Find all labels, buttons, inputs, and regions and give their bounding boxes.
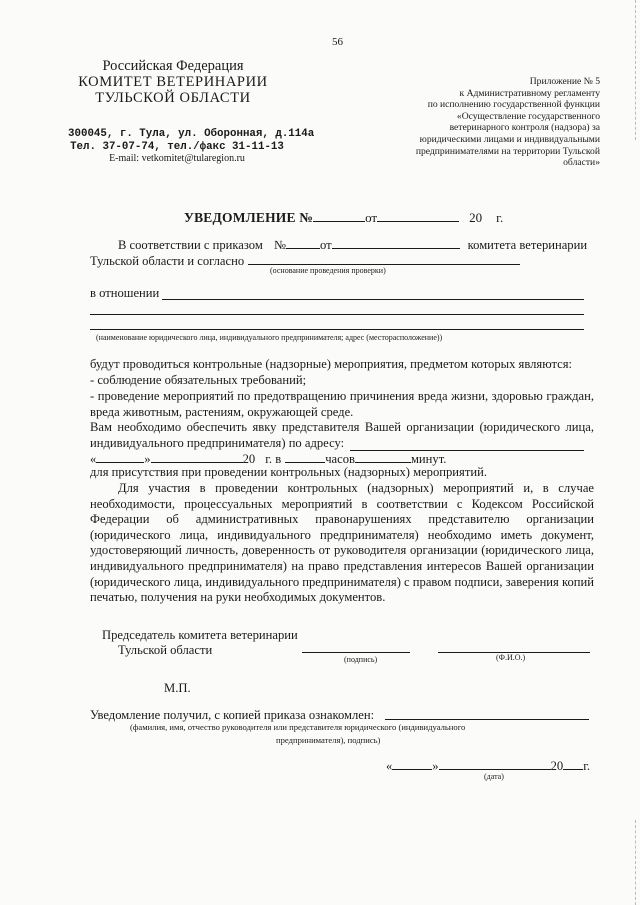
appearance-year-label: 20 [242,452,256,466]
body-paragraph: - соблюдение обязательных требований; [90,373,307,387]
page-number: 56 [332,36,343,48]
signature-field[interactable] [302,652,410,653]
appendix-line: по исполнению государственной функции [427,99,600,111]
committee-text: комитета ветеринарии [467,238,588,252]
order-date-field[interactable] [332,236,460,249]
appendix-note [360,76,600,169]
notice-year-suffix: г. [496,210,504,225]
hours-label: часов [325,452,355,466]
receipt-date-caption: (дата) [484,772,504,781]
receipt-g-label: г. [583,759,591,773]
order-number-sign: № [273,238,287,252]
signature-caption: (подпись) [344,655,378,664]
minutes-label: минут. [410,452,447,466]
organization-header [66,58,280,106]
notice-year-label: 20 [469,210,483,225]
order-intro: В соответствии с приказом [118,238,263,252]
basis-field[interactable] [248,252,520,265]
receipt-year-field[interactable] [563,757,583,770]
regarding-field-line[interactable] [90,329,584,330]
receipt-field[interactable] [385,719,589,720]
receipt-date-close: » [432,759,439,773]
appearance-month-field[interactable] [151,450,243,463]
chair-region: Тульской области [118,643,213,657]
appendix-line: «Осуществление государственного [456,110,600,122]
receipt-year-label: 20 [550,759,564,773]
scan-edge-mark [635,0,636,140]
appendix-line: предпринимателями на территории Тульской [415,145,600,157]
body-paragraph: для присутствия при проведении контрольных (надзорных) мероприятий. [90,465,487,479]
receipt-label: Уведомление получил, с копией приказа ознакомлен: [90,708,375,722]
appearance-hour-field[interactable] [285,450,325,463]
date-close-quote: » [144,452,151,466]
order-number-field[interactable] [286,236,320,249]
order-from-label: от [320,238,332,252]
notice-number-field[interactable] [313,209,365,222]
appendix-line: ветеринарного контроля (надзора) за [449,122,600,134]
receipt-date-open: « [386,759,393,773]
basis-caption: (основание проведения проверки) [270,266,386,275]
regarding-caption: (наименование юридического лица, индивидуального предпринимателя; адрес (месторасположение)) [96,333,443,342]
email-address: E-mail: vetkomitet@tularegion.ru [109,153,245,164]
notice-from-label: от [365,210,378,225]
appendix-line: Приложение № 5 [529,76,600,87]
postal-address: 300045, г. Тула, ул. Оборонная, д.114а [68,128,315,140]
regarding-field-line[interactable] [162,299,584,300]
appendix-line: юридическими лицами и индивидуальными [419,133,600,145]
body-paragraph: - проведение мероприятий по предотвращению причинения вреда жизни, здоровью граждан, вреда животным, растениям, окружающей среде. [90,389,594,419]
date-open-quote: « [90,452,97,466]
appearance-minute-field[interactable] [355,450,411,463]
regarding-field-line[interactable] [90,314,584,315]
phone-numbers: Тел. 37-07-74, тел./факс 31-11-13 [70,140,284,153]
name-caption: (Ф.И.О.) [496,653,526,662]
organization-contacts [68,128,315,166]
body-paragraph: Вам необходимо обеспечить явку представителя Вашей организации (юридического лица, индивидуального предпринимателя) по адресу: [90,420,594,450]
stamp-place: М.П. [164,681,191,695]
appendix-line: области» [563,157,600,169]
committee-name: КОМИТЕТ ВЕТЕРИНАРИИ [78,74,268,90]
receipt-month-field[interactable] [439,757,551,770]
notice-title-text: УВЕДОМЛЕНИЕ № [184,210,314,225]
receipt-caption: (фамилия, имя, отчество руководителя или представителя юридического (индивидуального [130,722,466,732]
notice-title [184,209,503,226]
body-paragraph: Для участия в проведении контрольных (надзорных) мероприятий и, в случае необходимости, процессуальных мероприятий в соответствии с Кодексом Российской Федерации об административных правонарушениях представителю организации (юридического лица, индивидуального предпринимателя) необходимо иметь документ, удостоверяющий личность, доверенность от руководителя организации (юридического лица, индивидуального предпринимателя) на право представления интересов Вашей организации (юридического лица, индивидуального предпринимателя) с правом подписи, заверения копий печатью, получения на руки необходимых документов. [90,481,594,605]
appearance-g-label: г. в [265,452,282,466]
receipt-day-field[interactable] [392,757,432,770]
order-line [118,236,587,253]
country-name: Российская Федерация [102,58,244,74]
body-paragraph: будут проводиться контрольные (надзорные) мероприятия, предметом которых являются: [90,357,572,371]
chair-title: Председатель комитета ветеринарии [102,628,298,642]
region-name: ТУЛЬСКОЙ ОБЛАСТИ [95,90,251,106]
basis-label: Тульской области и согласно [90,254,245,268]
scan-edge-mark [635,820,636,905]
receipt-caption: предпринимателя), подпись) [276,735,381,745]
appendix-line: к Административному регламенту [459,87,600,99]
regarding-label: в отношении [90,286,160,300]
appearance-day-field[interactable] [96,450,144,463]
notice-date-field[interactable] [377,209,459,222]
